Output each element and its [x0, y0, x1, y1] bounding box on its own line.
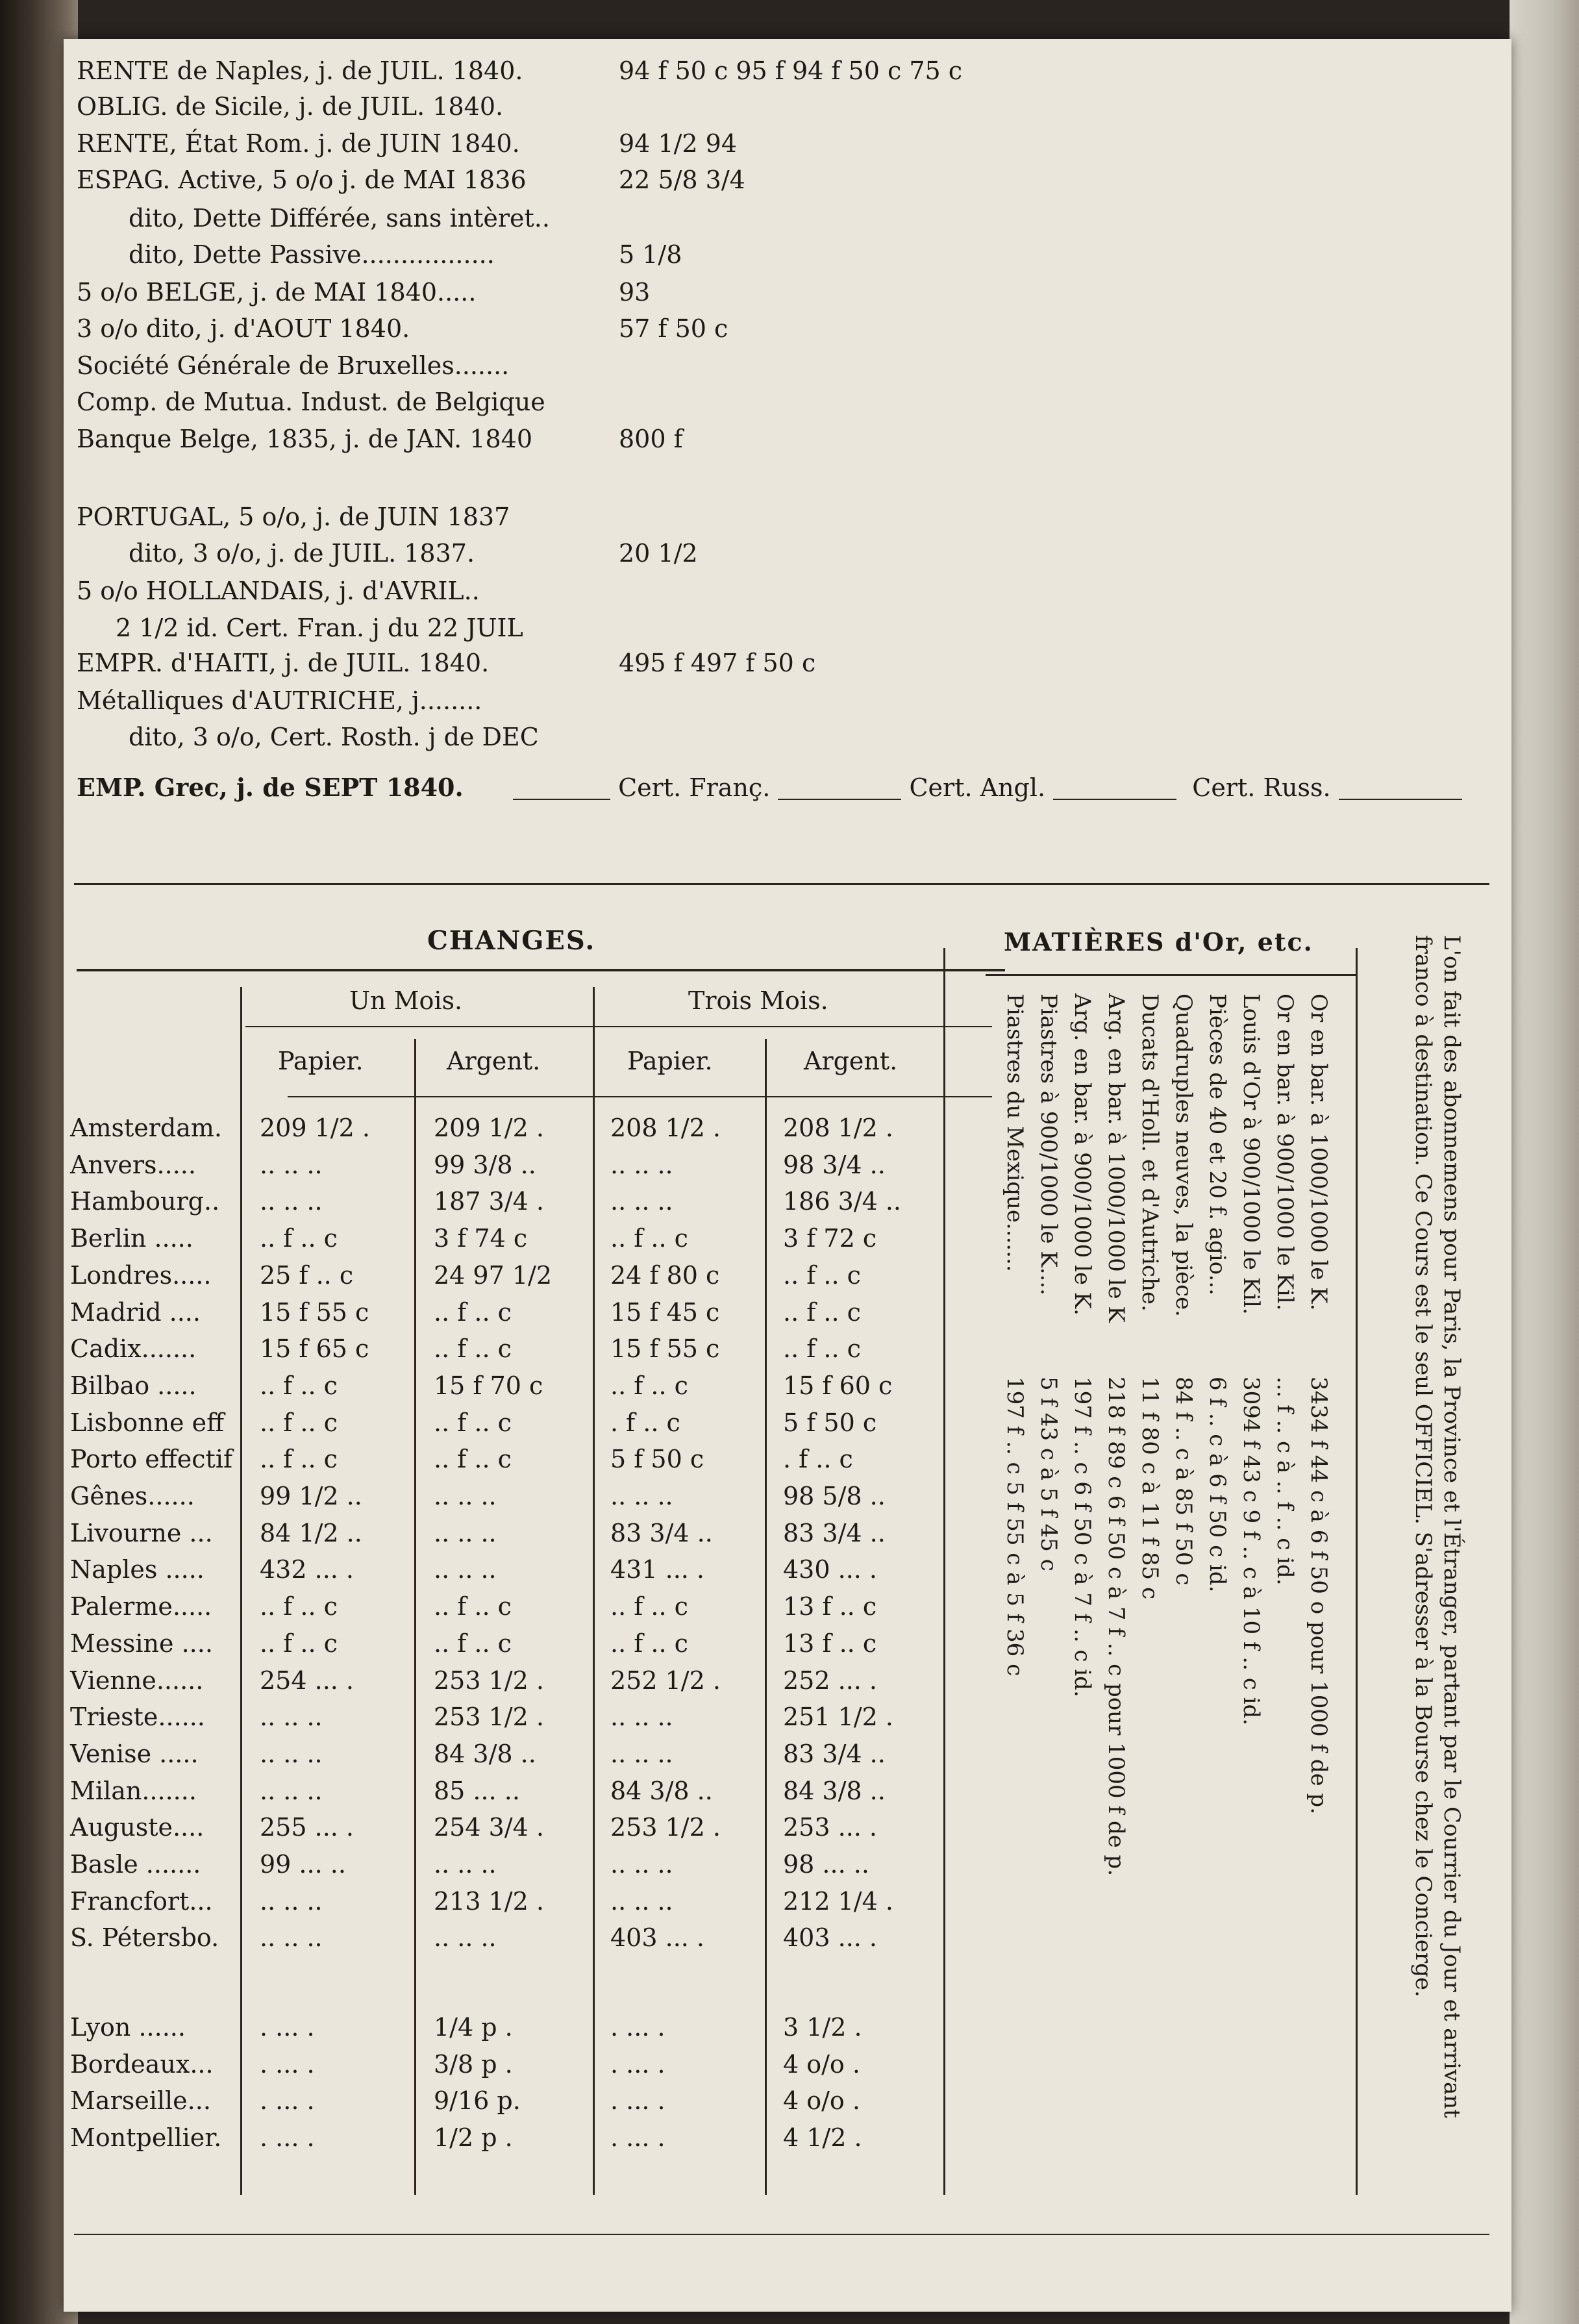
papier-1-cell: . ... .	[260, 2013, 315, 2042]
papier-1-cell: .. .. ..	[260, 1776, 323, 1805]
rente-label: RENTE de Naples, j. de JUIL. 1840.	[77, 56, 523, 85]
argent-1-cell: 187 3/4 .	[434, 1187, 544, 1216]
bottom-rule	[74, 2234, 1489, 2235]
papier-3-cell: . ... .	[610, 2013, 665, 2042]
col-rule	[240, 987, 242, 2195]
papier-1-cell: 15 f 55 c	[260, 1297, 369, 1327]
city-cell: Venise .....	[70, 1739, 199, 1768]
papier-1-header: Papier.	[278, 1047, 364, 1075]
cert-angl-label: Cert. Angl.	[909, 773, 1046, 802]
argent-1-cell: 254 3/4 .	[434, 1813, 544, 1842]
rente-label: ESPAG. Active, 5 o/o j. de MAI 1836	[77, 166, 527, 194]
papier-3-cell: 403 ... .	[610, 1923, 705, 1953]
papier-3-cell: .. .. ..	[610, 1739, 673, 1768]
papier-1-cell: .. f .. c	[260, 1371, 338, 1400]
blank-line	[1339, 779, 1462, 800]
city-cell: Bordeaux...	[70, 2049, 214, 2079]
argent-1-cell: 3 f 74 c	[434, 1224, 528, 1253]
argent-1-cell: .. .. ..	[434, 1555, 497, 1584]
city-cell: Vienne......	[70, 1666, 204, 1695]
city-cell: Naples .....	[70, 1555, 205, 1584]
argent-3-cell: 4 o/o .	[783, 2086, 860, 2115]
papier-1-cell: 209 1/2 .	[260, 1114, 370, 1142]
papier-3-cell: 15 f 45 c	[610, 1297, 720, 1327]
city-cell: Gênes......	[70, 1482, 195, 1510]
city-cell: Messine ....	[70, 1629, 213, 1658]
blank-line	[1053, 779, 1176, 800]
matiere-value: 6 f .. c à 6 f 50 c id.	[1204, 1377, 1230, 1593]
argent-3-header: Argent.	[804, 1047, 898, 1075]
papier-3-cell: . ... .	[610, 2123, 665, 2152]
matiere-label: Pièces de 40 et 20 f. agio...	[1204, 993, 1230, 1295]
rente-label: dito, Dette Passive.................	[129, 240, 495, 269]
papier-3-cell: .. .. ..	[610, 1150, 673, 1179]
rente-value: 495 f 497 f 50 c	[619, 649, 816, 677]
papier-1-cell: .. .. ..	[260, 1886, 323, 1916]
argent-1-cell: 253 1/2 .	[434, 1666, 544, 1695]
city-cell: Livourne ...	[70, 1518, 213, 1547]
rente-value: 20 1/2	[619, 539, 698, 568]
argent-3-cell: 252 ... .	[783, 1666, 878, 1695]
city-cell: Basle .......	[70, 1850, 201, 1879]
papier-3-cell: 5 f 50 c	[610, 1445, 704, 1474]
changes-title: CHANGES.	[427, 925, 596, 956]
papier-3-cell: 84 3/8 ..	[610, 1776, 713, 1805]
argent-3-cell: 251 1/2 .	[783, 1703, 893, 1732]
argent-3-cell: 212 1/4 .	[783, 1886, 893, 1916]
cert-franc-label: Cert. Franç.	[618, 773, 771, 802]
city-cell: Porto effectif	[70, 1445, 233, 1474]
papier-3-cell: .. f .. c	[610, 1371, 688, 1400]
argent-1-cell: .. .. ..	[434, 1518, 497, 1547]
argent-1-cell: 253 1/2 .	[434, 1703, 544, 1732]
matiere-value: 197 f .. c 6 f 50 c à 7 f .. c id.	[1069, 1377, 1095, 1697]
argent-1-cell: .. f .. c	[434, 1629, 512, 1658]
rente-value: 93	[619, 278, 651, 306]
header-rule	[245, 1026, 992, 1027]
matiere-label: Piastres du Mexique.......	[1002, 993, 1028, 1272]
papier-1-cell: .. f .. c	[260, 1629, 338, 1658]
rente-label: dito, 3 o/o, Cert. Rosth. j de DEC	[129, 723, 539, 751]
matiere-value: 3094 f 43 c 9 f .. c à 10 f .. c id.	[1238, 1377, 1264, 1726]
argent-3-cell: 3 f 72 c	[783, 1224, 877, 1253]
argent-3-cell: 98 3/4 ..	[783, 1150, 886, 1179]
papier-1-cell: .. f .. c	[260, 1408, 338, 1437]
argent-3-cell: .. f .. c	[783, 1334, 861, 1364]
matiere-value: 218 f 89 c 6 f 50 c à 7 f .. c pour 1000 f de p.	[1103, 1377, 1129, 1877]
rente-label: dito, 3 o/o, j. de JUIL. 1837.	[129, 539, 475, 568]
papier-1-cell: .. .. ..	[260, 1923, 323, 1953]
papier-1-cell: 99 1/2 ..	[260, 1482, 362, 1510]
argent-3-cell: .. f .. c	[783, 1260, 861, 1290]
city-cell: Lyon ......	[70, 2013, 186, 2042]
papier-3-cell: .. f .. c	[610, 1629, 688, 1658]
papier-3-cell: 253 1/2 .	[610, 1813, 721, 1842]
argent-3-cell: 253 ... .	[783, 1813, 878, 1842]
papier-1-cell: . ... .	[260, 2086, 315, 2115]
city-cell: S. Pétersbo.	[70, 1923, 219, 1953]
argent-3-cell: 3 1/2 .	[783, 2013, 862, 2042]
rente-value: 22 5/8 3/4	[619, 166, 745, 194]
argent-3-cell: 98 ... ..	[783, 1850, 869, 1879]
rente-label: 2 1/2 id. Cert. Fran. j du 22 JUIL	[116, 614, 523, 642]
city-cell: Milan.......	[70, 1776, 197, 1805]
matiere-label: Or en bar. à 900/1000 le Kil.	[1272, 993, 1298, 1311]
papier-3-cell: .. .. ..	[610, 1703, 673, 1732]
rente-label: Banque Belge, 1835, j. de JAN. 1840	[77, 425, 533, 453]
argent-3-cell: 98 5/8 ..	[783, 1482, 886, 1510]
rente-label: dito, Dette Différée, sans intèret..	[129, 204, 550, 232]
papier-1-cell: 84 1/2 ..	[260, 1518, 362, 1547]
papier-1-cell: .. f .. c	[260, 1592, 338, 1621]
argent-1-cell: .. f .. c	[434, 1445, 512, 1474]
papier-1-cell: 25 f .. c	[260, 1260, 354, 1290]
papier-3-cell: . ... .	[610, 2049, 665, 2079]
emp-grec-row	[77, 775, 464, 800]
rente-value: 94 f 50 c 95 f 94 f 50 c 75 c	[619, 56, 963, 85]
argent-1-cell: 1/4 p .	[434, 2013, 513, 2042]
papier-3-cell: 83 3/4 ..	[610, 1518, 713, 1547]
papier-3-cell: .. .. ..	[610, 1482, 673, 1510]
argent-3-cell: 13 f .. c	[783, 1592, 877, 1621]
city-cell: Lisbonne eff	[70, 1408, 225, 1437]
argent-3-cell: 84 3/8 ..	[783, 1776, 886, 1805]
rente-label: OBLIG. de Sicile, j. de JUIL. 1840.	[77, 92, 504, 121]
city-cell: Berlin .....	[70, 1224, 193, 1253]
papier-3-cell: . ... .	[610, 2086, 665, 2115]
matiere-label: Quadruples neuves, la pièce.	[1171, 993, 1197, 1317]
papier-3-cell: .. f .. c	[610, 1224, 688, 1253]
blank-line	[778, 779, 901, 800]
emp-grec-label: EMP. Grec, j. de SEPT 1840.	[77, 773, 464, 802]
papier-1-cell: . ... .	[260, 2049, 315, 2079]
trois-mois-header: Trois Mois.	[688, 986, 828, 1015]
argent-1-cell: 1/2 p .	[434, 2123, 513, 2152]
city-cell: Francfort...	[70, 1886, 213, 1916]
rente-label: 5 o/o HOLLANDAIS, j. d'AVRIL..	[77, 577, 480, 605]
argent-1-cell: 15 f 70 c	[434, 1371, 543, 1400]
argent-1-cell: .. .. ..	[434, 1482, 497, 1510]
rente-label: Métalliques d'AUTRICHE, j........	[77, 686, 482, 715]
matiere-value: 84 f .. c à 85 f 50 c	[1171, 1377, 1197, 1586]
argent-3-cell: 403 ... .	[783, 1923, 878, 1953]
city-cell: Bilbao .....	[70, 1371, 197, 1400]
col-rule	[593, 987, 595, 2195]
cert-russ-label: Cert. Russ.	[1192, 773, 1331, 802]
papier-3-cell: .. .. ..	[610, 1850, 673, 1879]
argent-1-cell: 3/8 p .	[434, 2049, 513, 2079]
papier-1-cell: 15 f 65 c	[260, 1334, 369, 1364]
rente-label: EMPR. d'HAITI, j. de JUIL. 1840.	[77, 649, 490, 677]
argent-3-cell: 430 ... .	[783, 1555, 878, 1584]
rente-label: RENTE, État Rom. j. de JUIN 1840.	[77, 129, 520, 158]
papier-3-cell: 252 1/2 .	[610, 1666, 721, 1695]
argent-1-cell: .. .. ..	[434, 1850, 497, 1879]
rente-value: 94 1/2 94	[619, 129, 738, 158]
city-cell: Amsterdam.	[70, 1114, 222, 1142]
rente-label: Société Générale de Bruxelles.......	[77, 351, 510, 380]
papier-3-cell: 208 1/2 .	[610, 1114, 721, 1142]
argent-3-cell: .. f .. c	[783, 1297, 861, 1327]
papier-1-cell: .. f .. c	[260, 1224, 338, 1253]
argent-3-cell: 208 1/2 .	[783, 1114, 893, 1142]
papier-1-cell: .. .. ..	[260, 1150, 323, 1179]
argent-1-cell: .. f .. c	[434, 1408, 512, 1437]
city-cell: Auguste....	[70, 1813, 205, 1842]
argent-3-cell: 13 f .. c	[783, 1629, 877, 1658]
matieres-right-rule	[1356, 948, 1358, 2195]
argent-1-cell: 99 3/8 ..	[434, 1150, 536, 1179]
matiere-label: Arg. en bar. à 1000/1000 le K	[1103, 993, 1129, 1323]
papier-3-header: Papier.	[627, 1047, 713, 1075]
changes-top-rule	[77, 969, 1005, 971]
argent-1-cell: 85 ... ..	[434, 1776, 520, 1805]
papier-1-cell: .. .. ..	[260, 1703, 323, 1732]
rente-label: 3 o/o dito, j. d'AOUT 1840.	[77, 314, 410, 343]
papier-1-cell: .. .. ..	[260, 1739, 323, 1768]
rente-value: 5 1/8	[619, 240, 682, 269]
papier-3-cell: 24 f 80 c	[610, 1260, 720, 1290]
argent-1-cell: 213 1/2 .	[434, 1886, 544, 1916]
matiere-value: ... f .. c à .. f .. c id.	[1272, 1377, 1298, 1586]
rente-label: Comp. de Mutua. Indust. de Belgique	[77, 388, 545, 416]
rente-label: 5 o/o BELGE, j. de MAI 1840.....	[77, 278, 477, 306]
argent-3-cell: 5 f 50 c	[783, 1408, 877, 1437]
papier-3-cell: 15 f 55 c	[610, 1334, 720, 1364]
subheader-rule	[288, 1096, 992, 1097]
rente-value: 57 f 50 c	[619, 314, 728, 343]
col-rule	[943, 948, 945, 2195]
matiere-value: 3434 f 44 c à 6 f 50 o pour 1000 f de p.	[1306, 1377, 1332, 1815]
cert-franc-blank	[513, 775, 1462, 800]
papier-3-cell: . f .. c	[610, 1408, 680, 1437]
rente-label: PORTUGAL, 5 o/o, j. de JUIN 1837	[77, 503, 510, 531]
argent-1-cell: .. f .. c	[434, 1334, 512, 1364]
papier-3-cell: .. .. ..	[610, 1187, 673, 1216]
argent-1-cell: 209 1/2 .	[434, 1114, 544, 1142]
matiere-value: 5 f 43 c à 5 f 45 c	[1036, 1377, 1062, 1571]
un-mois-header: Un Mois.	[349, 986, 463, 1015]
matieres-title: MATIÈRES d'Or, etc.	[1004, 927, 1313, 956]
ledger-page	[64, 39, 1511, 2312]
argent-1-cell: .. .. ..	[434, 1923, 497, 1953]
argent-3-cell: . f .. c	[783, 1445, 853, 1474]
papier-1-cell: . ... .	[260, 2123, 315, 2152]
city-cell: Cadix.......	[70, 1334, 197, 1364]
city-cell: Trieste......	[70, 1703, 205, 1732]
papier-1-cell: 99 ... ..	[260, 1850, 346, 1879]
matieres-rule	[986, 974, 1356, 976]
col-rule	[414, 1039, 416, 2195]
papier-1-cell: 432 ... .	[260, 1555, 354, 1584]
col-rule	[765, 1039, 767, 2195]
argent-1-cell: .. f .. c	[434, 1297, 512, 1327]
argent-3-cell: 4 1/2 .	[783, 2123, 862, 2152]
argent-1-header: Argent.	[447, 1047, 541, 1075]
city-cell: Marseille...	[70, 2086, 211, 2115]
rente-value: 800 f	[619, 425, 683, 453]
argent-1-cell: 9/16 p.	[434, 2086, 521, 2115]
city-cell: Montpellier.	[70, 2123, 222, 2152]
argent-3-cell: 83 3/4 ..	[783, 1739, 886, 1768]
matiere-label: Ducats d'Holl. et d'Autriche.	[1137, 993, 1163, 1312]
papier-3-cell: 431 ... .	[610, 1555, 705, 1584]
matiere-label: Piastres à 900/1000 le K....	[1036, 993, 1062, 1295]
argent-3-cell: 15 f 60 c	[783, 1371, 893, 1400]
papier-1-cell: .. f .. c	[260, 1445, 338, 1474]
argent-3-cell: 83 3/4 ..	[783, 1518, 886, 1547]
city-cell: Palerme.....	[70, 1592, 212, 1621]
matiere-label: Arg. en bar. à 900/1000 le K.	[1069, 993, 1095, 1316]
argent-1-cell: .. f .. c	[434, 1592, 512, 1621]
facing-page-edge	[1510, 0, 1579, 2324]
papier-3-cell: .. .. ..	[610, 1886, 673, 1916]
argent-3-cell: 186 3/4 ..	[783, 1187, 902, 1216]
section-divider	[74, 883, 1489, 885]
city-cell: Madrid ....	[70, 1297, 201, 1327]
city-cell: Hambourg..	[70, 1187, 220, 1216]
blank-line	[513, 779, 610, 800]
matiere-label: Or en bar. à 1000/1000 le K.	[1306, 993, 1332, 1311]
argent-1-cell: 84 3/8 ..	[434, 1739, 536, 1768]
matiere-value: 11 f 80 c à 11 f 85 c	[1137, 1377, 1163, 1600]
subscription-notice: L'on fait des abonnemens pour Paris, la Province et l'Étranger, partant par le Courrier du Jour et arrivant franco à destination. Ce Cours est le seul OFFICIEL. S'adresser à la Bourse chez le Concierge.	[1410, 935, 1465, 2118]
papier-3-cell: .. f .. c	[610, 1592, 688, 1621]
city-cell: Anvers.....	[70, 1150, 196, 1179]
city-cell: Londres.....	[70, 1260, 212, 1290]
papier-1-cell: 254 ... .	[260, 1666, 354, 1695]
matiere-label: Louis d'Or à 900/1000 le Kil.	[1238, 993, 1264, 1315]
papier-1-cell: .. .. ..	[260, 1187, 323, 1216]
argent-3-cell: 4 o/o .	[783, 2049, 860, 2079]
matiere-value: 197 f .. c 5 f 55 c à 5 f 36 c	[1002, 1377, 1028, 1677]
argent-1-cell: 24 97 1/2	[434, 1260, 553, 1290]
papier-1-cell: 255 ... .	[260, 1813, 354, 1842]
